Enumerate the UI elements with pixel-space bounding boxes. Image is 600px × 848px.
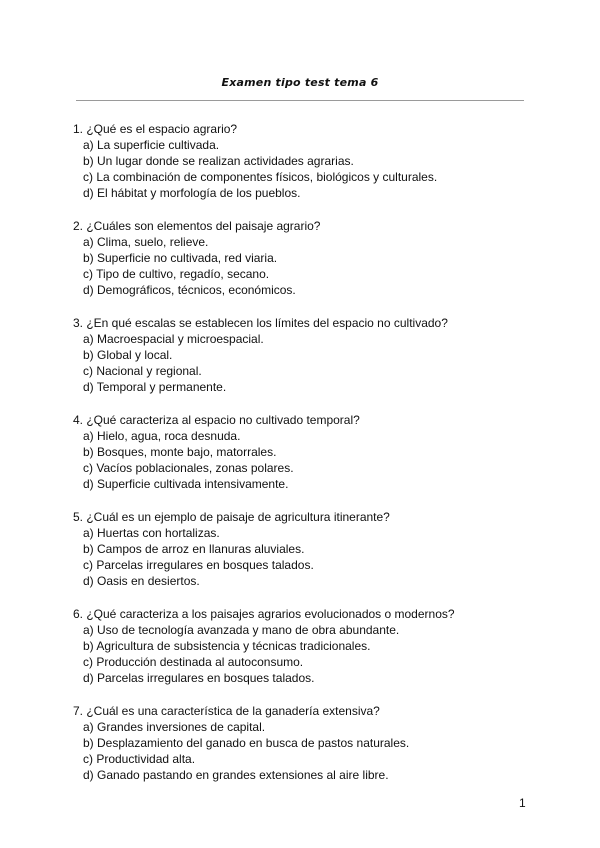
question-6 (73, 606, 543, 686)
question-text: 7. ¿Cuál es una característica de la ganadería extensiva? (73, 704, 380, 718)
title-divider (76, 100, 524, 101)
answer-option-b: b) Superficie no cultivada, red viaria. (83, 251, 278, 265)
answer-option-c: c) Parcelas irregulares en bosques talados. (83, 558, 314, 572)
answer-option-b: b) Campos de arroz en llanuras aluviales. (83, 542, 305, 556)
question-3 (73, 315, 543, 395)
answer-option-c: c) La combinación de componentes físicos, biológicos y culturales. (83, 170, 438, 184)
answer-option-a: a) Grandes inversiones de capital. (83, 720, 266, 734)
question-text: 6. ¿Qué caracteriza a los paisajes agrarios evolucionados o modernos? (73, 607, 455, 621)
question-4 (73, 412, 543, 492)
answer-option-d: d) Oasis en desiertos. (83, 574, 200, 588)
question-1 (73, 121, 543, 201)
answer-option-a: a) Hielo, agua, roca desnuda. (83, 429, 241, 443)
answer-option-d: d) Parcelas irregulares en bosques talados. (83, 671, 315, 685)
question-text: 4. ¿Qué caracteriza al espacio no cultivado temporal? (73, 413, 360, 427)
question-5 (73, 509, 543, 589)
question-7 (73, 703, 543, 783)
answer-option-c: c) Tipo de cultivo, regadío, secano. (83, 267, 270, 281)
question-list (73, 121, 543, 800)
answer-option-a: a) Clima, suelo, relieve. (83, 235, 209, 249)
answer-option-a: a) Macroespacial y microespacial. (83, 332, 264, 346)
question-2 (73, 218, 543, 298)
answer-option-b: b) Desplazamiento del ganado en busca de pastos naturales. (83, 736, 410, 750)
answer-option-c: c) Nacional y regional. (83, 364, 202, 378)
answer-option-b: b) Agricultura de subsistencia y técnicas tradicionales. (83, 639, 371, 653)
answer-option-c: c) Producción destinada al autoconsumo. (83, 655, 304, 669)
answer-option-a: a) Uso de tecnología avanzada y mano de obra abundante. (83, 623, 400, 637)
answer-option-b: b) Global y local. (83, 348, 173, 362)
answer-option-c: c) Vacíos poblacionales, zonas polares. (83, 461, 294, 475)
question-text: 5. ¿Cuál es un ejemplo de paisaje de agricultura itinerante? (73, 510, 390, 524)
answer-option-d: d) Demográficos, técnicos, económicos. (83, 283, 296, 297)
answer-option-d: d) Superficie cultivada intensivamente. (83, 477, 289, 491)
document-title: Examen tipo test tema 6 (221, 76, 379, 89)
question-text: 1. ¿Qué es el espacio agrario? (73, 122, 238, 136)
question-text: 2. ¿Cuáles son elementos del paisaje agrario? (73, 219, 321, 233)
answer-option-a: a) Huertas con hortalizas. (83, 526, 220, 540)
answer-option-d: d) Temporal y permanente. (83, 380, 227, 394)
page-number: 1 (519, 796, 526, 810)
question-text: 3. ¿En qué escalas se establecen los límites del espacio no cultivado? (73, 316, 448, 330)
answer-option-d: d) Ganado pastando en grandes extensiones al aire libre. (83, 768, 389, 782)
answer-option-a: a) La superficie cultivada. (83, 138, 220, 152)
answer-option-c: c) Productividad alta. (83, 752, 196, 766)
answer-option-b: b) Un lugar donde se realizan actividades agrarias. (83, 154, 354, 168)
answer-option-b: b) Bosques, monte bajo, matorrales. (83, 445, 277, 459)
answer-option-d: d) El hábitat y morfología de los pueblos. (83, 186, 301, 200)
